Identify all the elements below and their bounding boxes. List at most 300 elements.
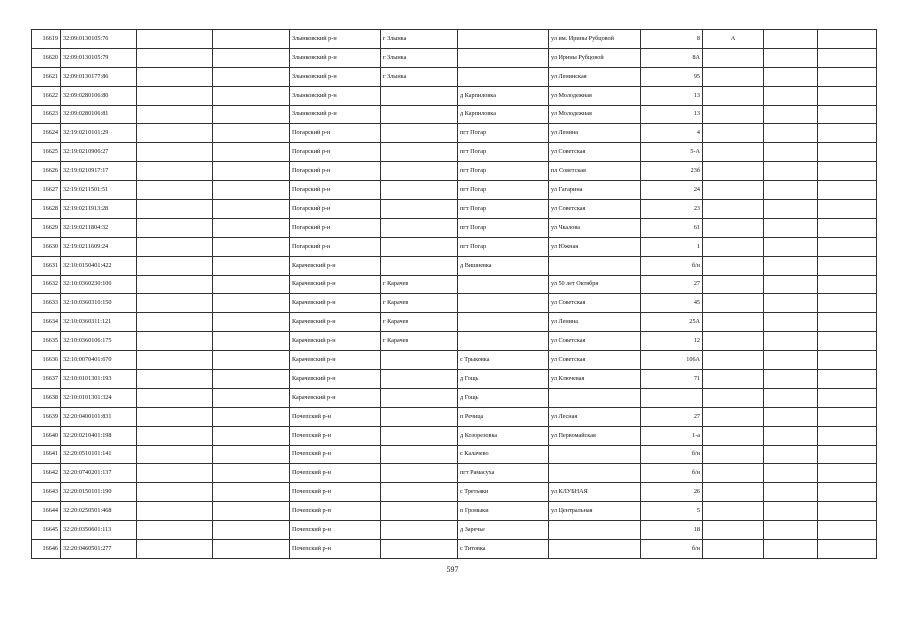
cell-town (381, 483, 458, 502)
table-row (32, 388, 877, 407)
cell-record-number: 16623 (32, 105, 61, 124)
cell-street: ул Советская (549, 332, 641, 351)
cell-empty (764, 445, 818, 464)
cell-town: г Карачев (381, 275, 458, 294)
cell-record-number: 16638 (32, 388, 61, 407)
cell-building-letter (703, 464, 764, 483)
cell-building-letter (703, 237, 764, 256)
cell-empty (764, 407, 818, 426)
cell-district: Почепский р-н (290, 521, 381, 540)
cell-record-number: 16644 (32, 502, 61, 521)
cell-empty (213, 407, 290, 426)
cell-house-number: б/н (641, 540, 703, 559)
cell-building-letter (703, 540, 764, 559)
cell-street: ул Советская (549, 200, 641, 219)
cell-empty (764, 483, 818, 502)
cell-settlement (458, 48, 549, 67)
cell-settlement (458, 275, 549, 294)
cell-record-number: 16626 (32, 162, 61, 181)
cell-town (381, 540, 458, 559)
cell-settlement (458, 67, 549, 86)
cell-empty (818, 275, 877, 294)
cell-house-number (641, 388, 703, 407)
cell-record-number: 16634 (32, 313, 61, 332)
cell-settlement: с Калачево (458, 445, 549, 464)
cell-district: Почепский р-н (290, 445, 381, 464)
cell-district: Погарский р-н (290, 181, 381, 200)
table-row (32, 332, 877, 351)
cell-cadastral-number: 32:10:0150401:422 (61, 256, 137, 275)
cell-empty (137, 540, 213, 559)
cell-empty (213, 256, 290, 275)
cell-building-letter (703, 67, 764, 86)
cell-street: пл Советская (549, 162, 641, 181)
cell-settlement: пгт Погар (458, 162, 549, 181)
cell-house-number: 1 (641, 237, 703, 256)
cell-settlement: пгт Погар (458, 181, 549, 200)
cell-town (381, 124, 458, 143)
cell-house-number: б/н (641, 464, 703, 483)
cell-building-letter (703, 124, 764, 143)
cell-empty (137, 143, 213, 162)
cell-settlement: с Третьяки (458, 483, 549, 502)
cell-cadastral-number: 32:20:0150101:190 (61, 483, 137, 502)
cell-record-number: 16641 (32, 445, 61, 464)
table-row (32, 294, 877, 313)
cell-empty (764, 351, 818, 370)
table-row (32, 124, 877, 143)
cell-empty (818, 67, 877, 86)
cell-empty (764, 143, 818, 162)
cell-empty (764, 521, 818, 540)
cell-empty (137, 181, 213, 200)
cell-empty (764, 200, 818, 219)
cell-empty (764, 332, 818, 351)
cell-district: Почепский р-н (290, 426, 381, 445)
cell-empty (818, 502, 877, 521)
cell-empty (137, 218, 213, 237)
cell-empty (818, 200, 877, 219)
cell-street (549, 540, 641, 559)
cell-building-letter (703, 351, 764, 370)
cell-settlement: п Громыки (458, 502, 549, 521)
cell-street: ул им. Ирины Рубцовой (549, 30, 641, 49)
cell-empty (764, 162, 818, 181)
cell-cadastral-number: 32:10:0101301:193 (61, 370, 137, 389)
cell-empty (818, 30, 877, 49)
cell-empty (764, 502, 818, 521)
cell-building-letter (703, 48, 764, 67)
cell-empty (764, 48, 818, 67)
cell-empty (213, 313, 290, 332)
cell-district: Карачевский р-н (290, 351, 381, 370)
table-row (32, 445, 877, 464)
cell-street: ул Центральная (549, 502, 641, 521)
cell-house-number: 71 (641, 370, 703, 389)
cell-district: Злынковский р-н (290, 86, 381, 105)
cell-house-number: 5-А (641, 143, 703, 162)
cell-building-letter (703, 502, 764, 521)
cell-empty (213, 521, 290, 540)
cell-record-number: 16629 (32, 218, 61, 237)
cell-empty (818, 483, 877, 502)
cell-empty (137, 313, 213, 332)
table-row (32, 86, 877, 105)
table-row (32, 502, 877, 521)
cell-cadastral-number: 32:09:0280106:81 (61, 105, 137, 124)
cell-empty (213, 426, 290, 445)
cell-empty (137, 294, 213, 313)
cell-street: ул КЛУБНАЯ (549, 483, 641, 502)
cell-town (381, 502, 458, 521)
cell-street: ул Лесная (549, 407, 641, 426)
cell-record-number: 16628 (32, 200, 61, 219)
cell-empty (818, 426, 877, 445)
table-row (32, 162, 877, 181)
cell-record-number: 16621 (32, 67, 61, 86)
cell-empty (213, 143, 290, 162)
cell-empty (213, 48, 290, 67)
table-row (32, 407, 877, 426)
table-row (32, 48, 877, 67)
registry-table-body (32, 30, 877, 559)
cell-house-number: 23 (641, 200, 703, 219)
cell-cadastral-number: 32:20:0740201:137 (61, 464, 137, 483)
cell-record-number: 16636 (32, 351, 61, 370)
cell-cadastral-number: 32:19:0211913:28 (61, 200, 137, 219)
cell-empty (137, 237, 213, 256)
cell-district: Карачевский р-н (290, 256, 381, 275)
cell-building-letter (703, 407, 764, 426)
cell-cadastral-number: 32:09:0130105:76 (61, 30, 137, 49)
cell-building-letter (703, 332, 764, 351)
cell-empty (764, 313, 818, 332)
table-row (32, 464, 877, 483)
cell-empty (137, 105, 213, 124)
cell-building-letter: А (703, 30, 764, 49)
cell-district: Погарский р-н (290, 162, 381, 181)
cell-town (381, 426, 458, 445)
cell-house-number: 13 (641, 86, 703, 105)
table-row (32, 143, 877, 162)
cell-empty (137, 502, 213, 521)
cell-district: Погарский р-н (290, 218, 381, 237)
cell-cadastral-number: 32:19:0210101:29 (61, 124, 137, 143)
cell-district: Злынковский р-н (290, 48, 381, 67)
cell-street: ул Чкалова (549, 218, 641, 237)
cell-empty (818, 237, 877, 256)
table-row (32, 67, 877, 86)
cell-building-letter (703, 388, 764, 407)
cell-empty (764, 464, 818, 483)
cell-building-letter (703, 521, 764, 540)
cell-street: ул Ирины Рубцовой (549, 48, 641, 67)
table-row (32, 370, 877, 389)
cell-empty (818, 181, 877, 200)
table-row (32, 426, 877, 445)
cell-settlement: д Гощь (458, 388, 549, 407)
cell-house-number: б/н (641, 445, 703, 464)
table-row (32, 351, 877, 370)
cell-empty (213, 445, 290, 464)
cell-record-number: 16619 (32, 30, 61, 49)
cell-district: Карачевский р-н (290, 388, 381, 407)
cell-house-number: б/н (641, 256, 703, 275)
cell-district: Почепский р-н (290, 464, 381, 483)
cell-town (381, 181, 458, 200)
cell-cadastral-number: 32:20:0210401:198 (61, 426, 137, 445)
cell-settlement: д Гощь (458, 370, 549, 389)
cell-empty (137, 124, 213, 143)
cell-town (381, 464, 458, 483)
cell-cadastral-number: 32:10:0360106:175 (61, 332, 137, 351)
cell-empty (818, 124, 877, 143)
cell-house-number: 45 (641, 294, 703, 313)
cell-town (381, 218, 458, 237)
cell-record-number: 16643 (32, 483, 61, 502)
cell-district: Злынковский р-н (290, 30, 381, 49)
cell-record-number: 16633 (32, 294, 61, 313)
cell-record-number: 16625 (32, 143, 61, 162)
cell-empty (764, 540, 818, 559)
cell-town (381, 162, 458, 181)
cell-settlement: пгт Рамасуха (458, 464, 549, 483)
cell-settlement: пгт Погар (458, 237, 549, 256)
cell-empty (137, 521, 213, 540)
cell-district: Почепский р-н (290, 502, 381, 521)
cell-house-number: 13 (641, 105, 703, 124)
cell-empty (213, 388, 290, 407)
cell-empty (213, 540, 290, 559)
table-row (32, 30, 877, 49)
cell-street: ул Советская (549, 351, 641, 370)
cell-cadastral-number: 32:10:0360311:121 (61, 313, 137, 332)
cell-empty (764, 67, 818, 86)
cell-street: ул Первомайская (549, 426, 641, 445)
cell-town (381, 521, 458, 540)
cell-cadastral-number: 32:10:0360310:150 (61, 294, 137, 313)
cell-empty (213, 483, 290, 502)
cell-empty (137, 86, 213, 105)
cell-street: ул Ленинская (549, 67, 641, 86)
cell-empty (137, 370, 213, 389)
table-row (32, 275, 877, 294)
cell-settlement: с Титовка (458, 540, 549, 559)
cell-building-letter (703, 162, 764, 181)
cell-street (549, 445, 641, 464)
cell-district: Погарский р-н (290, 200, 381, 219)
table-row (32, 181, 877, 200)
cell-settlement (458, 332, 549, 351)
cell-street (549, 388, 641, 407)
cell-house-number: 27 (641, 407, 703, 426)
cell-empty (818, 464, 877, 483)
cell-empty (818, 332, 877, 351)
table-row (32, 313, 877, 332)
cell-empty (137, 426, 213, 445)
cell-town: г Злынка (381, 67, 458, 86)
page-number: 597 (446, 565, 459, 574)
cell-empty (213, 30, 290, 49)
cell-house-number: 27 (641, 275, 703, 294)
cell-settlement: д Карпиловка (458, 105, 549, 124)
cell-building-letter (703, 313, 764, 332)
cell-district: Карачевский р-н (290, 313, 381, 332)
cell-house-number: 4 (641, 124, 703, 143)
cell-empty (764, 105, 818, 124)
cell-town: г Карачев (381, 294, 458, 313)
cell-empty (137, 200, 213, 219)
cell-empty (213, 124, 290, 143)
cell-street: ул Ключевая (549, 370, 641, 389)
cell-empty (137, 332, 213, 351)
cell-record-number: 16646 (32, 540, 61, 559)
cell-house-number: 8 (641, 30, 703, 49)
cell-town (381, 86, 458, 105)
cell-building-letter (703, 426, 764, 445)
cell-cadastral-number: 32:19:0211501:51 (61, 181, 137, 200)
cell-empty (213, 181, 290, 200)
cell-settlement (458, 313, 549, 332)
cell-settlement: пгт Погар (458, 200, 549, 219)
cell-settlement: с Трыковка (458, 351, 549, 370)
cell-settlement: д Козорезовка (458, 426, 549, 445)
cell-empty (213, 502, 290, 521)
cell-district: Погарский р-н (290, 124, 381, 143)
cell-settlement: д Карпиловка (458, 86, 549, 105)
cell-empty (213, 464, 290, 483)
cell-record-number: 16640 (32, 426, 61, 445)
cell-empty (213, 200, 290, 219)
cell-cadastral-number: 32:19:0211804:32 (61, 218, 137, 237)
cell-town (381, 407, 458, 426)
cell-building-letter (703, 181, 764, 200)
cell-district: Почепский р-н (290, 407, 381, 426)
cell-street: ул 50 лет Октября (549, 275, 641, 294)
cell-street (549, 521, 641, 540)
cell-cadastral-number: 32:20:0400101:831 (61, 407, 137, 426)
cell-empty (818, 86, 877, 105)
table-row (32, 483, 877, 502)
cell-cadastral-number: 32:10:0360230:106 (61, 275, 137, 294)
cell-cadastral-number: 32:10:0101301:324 (61, 388, 137, 407)
cell-empty (213, 105, 290, 124)
cell-record-number: 16630 (32, 237, 61, 256)
cell-house-number: 5 (641, 502, 703, 521)
cell-town (381, 237, 458, 256)
cell-building-letter (703, 143, 764, 162)
cell-town (381, 105, 458, 124)
cell-district: Почепский р-н (290, 483, 381, 502)
cell-house-number: 18 (641, 521, 703, 540)
cell-street: ул Ленина (549, 124, 641, 143)
cell-town: г Карачев (381, 332, 458, 351)
cell-house-number: 12 (641, 332, 703, 351)
cell-settlement: пгт Погар (458, 218, 549, 237)
cell-building-letter (703, 218, 764, 237)
cell-empty (137, 48, 213, 67)
cell-empty (764, 218, 818, 237)
cell-empty (818, 445, 877, 464)
cell-empty (818, 162, 877, 181)
cell-empty (818, 351, 877, 370)
cell-street: ул Советская (549, 294, 641, 313)
cell-empty (764, 124, 818, 143)
cell-settlement: д Вишневка (458, 256, 549, 275)
cell-record-number: 16620 (32, 48, 61, 67)
table-row (32, 521, 877, 540)
cell-street: ул Молодежная (549, 86, 641, 105)
cell-street: ул Молодежная (549, 105, 641, 124)
cell-house-number: 1-а (641, 426, 703, 445)
cell-record-number: 16627 (32, 181, 61, 200)
cell-empty (213, 351, 290, 370)
cell-settlement: пгт Погар (458, 143, 549, 162)
cell-empty (818, 48, 877, 67)
cell-building-letter (703, 445, 764, 464)
cell-empty (818, 294, 877, 313)
cell-empty (818, 143, 877, 162)
cell-cadastral-number: 32:10:0070401:670 (61, 351, 137, 370)
cell-record-number: 16639 (32, 407, 61, 426)
cell-empty (213, 294, 290, 313)
cell-district: Погарский р-н (290, 237, 381, 256)
cell-empty (764, 294, 818, 313)
cell-empty (137, 388, 213, 407)
cell-empty (818, 313, 877, 332)
cell-cadastral-number: 32:19:0210917:17 (61, 162, 137, 181)
cell-empty (764, 30, 818, 49)
cell-building-letter (703, 370, 764, 389)
cell-street: ул Советская (549, 143, 641, 162)
cell-empty (818, 256, 877, 275)
cell-empty (137, 445, 213, 464)
cell-district: Почепский р-н (290, 540, 381, 559)
cell-street: ул Ленина (549, 313, 641, 332)
cell-house-number: 26 (641, 483, 703, 502)
cell-empty (213, 275, 290, 294)
cell-town (381, 256, 458, 275)
cell-town (381, 200, 458, 219)
cell-building-letter (703, 294, 764, 313)
cell-town: г Злынка (381, 48, 458, 67)
cell-building-letter (703, 86, 764, 105)
cell-empty (764, 370, 818, 389)
cell-empty (137, 275, 213, 294)
cell-empty (764, 86, 818, 105)
cell-record-number: 16622 (32, 86, 61, 105)
cell-house-number: 24 (641, 181, 703, 200)
cell-town: г Карачев (381, 313, 458, 332)
cell-house-number: 95 (641, 67, 703, 86)
cell-house-number: 106А (641, 351, 703, 370)
cell-building-letter (703, 105, 764, 124)
cell-empty (213, 370, 290, 389)
cell-record-number: 16637 (32, 370, 61, 389)
cell-district: Карачевский р-н (290, 294, 381, 313)
cell-street: ул Южная (549, 237, 641, 256)
cell-building-letter (703, 483, 764, 502)
cell-empty (137, 483, 213, 502)
cell-empty (137, 30, 213, 49)
cell-empty (818, 370, 877, 389)
cell-town (381, 445, 458, 464)
cell-settlement: д Заречье (458, 521, 549, 540)
cell-settlement (458, 294, 549, 313)
cell-empty (213, 86, 290, 105)
cell-building-letter (703, 275, 764, 294)
cell-empty (137, 67, 213, 86)
